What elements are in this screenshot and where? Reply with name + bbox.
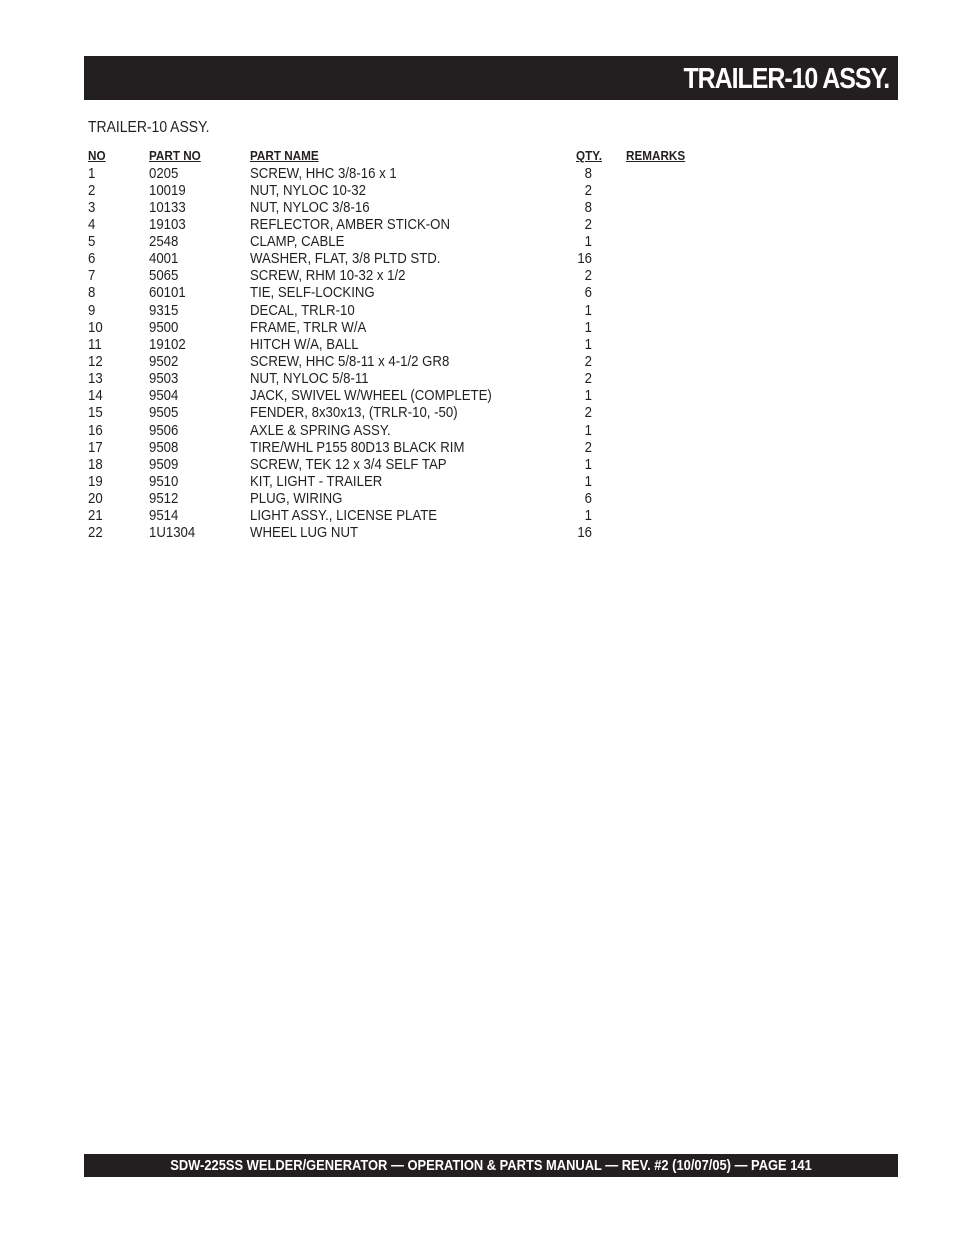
cell-qty: 2	[584, 370, 592, 388]
cell-no: 4	[88, 215, 96, 233]
cell-part-name: CLAMP, CABLE	[250, 233, 345, 251]
cell-part-no: 9315	[149, 301, 179, 319]
cell-qty: 2	[584, 215, 592, 233]
table-row	[88, 490, 728, 507]
cell-part-name: DECAL, TRLR-10	[250, 301, 355, 319]
cell-no: 19	[88, 473, 103, 491]
cell-part-no: 19102	[149, 335, 186, 353]
cell-part-name: FENDER, 8x30x13, (TRLR-10, -50)	[250, 404, 458, 422]
cell-part-no: 4001	[149, 250, 179, 268]
cell-qty: 1	[584, 387, 592, 405]
cell-part-name: TIE, SELF-LOCKING	[250, 284, 375, 302]
cell-part-no: 60101	[149, 284, 186, 302]
cell-part-name: SCREW, TEK 12 x 3/4 SELF TAP	[250, 455, 447, 473]
cell-qty: 6	[584, 284, 592, 302]
table-row	[88, 216, 728, 233]
cell-part-name: LIGHT ASSY., LICENSE PLATE	[250, 507, 438, 525]
cell-part-no: 0205	[149, 164, 179, 182]
cell-qty: 2	[584, 438, 592, 456]
table-row	[88, 319, 728, 336]
cell-part-name: JACK, SWIVEL W/WHEEL (COMPLETE)	[250, 387, 492, 405]
cell-part-name: NUT, NYLOC 3/8-16	[250, 198, 370, 216]
column-header-part-name: PART NAME	[250, 148, 319, 163]
table-row	[88, 404, 728, 421]
cell-part-no: 9508	[149, 438, 179, 456]
table-row	[88, 284, 728, 301]
parts-table	[88, 147, 728, 542]
cell-part-no: 1U1304	[149, 524, 196, 542]
table-row	[88, 353, 728, 370]
table-row	[88, 439, 728, 456]
page-title: TRAILER-10 ASSY.	[683, 63, 889, 95]
cell-part-name: SCREW, HHC 5/8-11 x 4-1/2 GR8	[250, 353, 450, 371]
cell-part-no: 5065	[149, 267, 179, 285]
footer-text: SDW-225SS WELDER/GENERATOR — OPERATION & PARTS MANUAL — REV. #2 (10/07/05) — PAGE 141	[170, 1157, 812, 1174]
table-row	[88, 267, 728, 284]
table-row	[88, 302, 728, 319]
cell-part-name: FRAME, TRLR W/A	[250, 318, 367, 336]
cell-part-no: 19103	[149, 215, 186, 233]
cell-part-no: 2548	[149, 233, 179, 251]
table-row	[88, 182, 728, 199]
cell-qty: 1	[584, 301, 592, 319]
cell-part-name: WASHER, FLAT, 3/8 PLTD STD.	[250, 250, 441, 268]
cell-qty: 2	[584, 353, 592, 371]
page-header-bar	[84, 56, 898, 100]
cell-no: 5	[88, 233, 96, 251]
cell-part-name: AXLE & SPRING ASSY.	[250, 421, 391, 439]
cell-part-no: 10019	[149, 181, 186, 199]
cell-no: 8	[88, 284, 96, 302]
cell-part-no: 9505	[149, 404, 179, 422]
cell-no: 21	[88, 507, 103, 525]
table-row	[88, 422, 728, 439]
cell-no: 14	[88, 387, 103, 405]
table-row	[88, 336, 728, 353]
cell-qty: 1	[584, 335, 592, 353]
cell-qty: 2	[584, 404, 592, 422]
cell-no: 12	[88, 353, 103, 371]
cell-no: 15	[88, 404, 103, 422]
cell-part-name: PLUG, WIRING	[250, 490, 343, 508]
cell-no: 9	[88, 301, 96, 319]
cell-no: 16	[88, 421, 103, 439]
cell-no: 18	[88, 455, 103, 473]
cell-qty: 16	[577, 250, 592, 268]
cell-no: 17	[88, 438, 103, 456]
cell-part-no: 9506	[149, 421, 179, 439]
cell-part-name: HITCH W/A, BALL	[250, 335, 359, 353]
table-row	[88, 250, 728, 267]
table-header-row	[88, 147, 728, 165]
cell-part-name: NUT, NYLOC 5/8-11	[250, 370, 369, 388]
cell-qty: 8	[584, 164, 592, 182]
cell-qty: 1	[584, 473, 592, 491]
cell-no: 3	[88, 198, 96, 216]
cell-part-name: NUT, NYLOC 10-32	[250, 181, 366, 199]
column-header-no: NO	[88, 148, 106, 163]
table-row	[88, 456, 728, 473]
column-header-qty: QTY.	[576, 148, 603, 163]
cell-no: 1	[88, 164, 96, 182]
table-body	[88, 165, 728, 542]
cell-part-no: 9514	[149, 507, 179, 525]
cell-qty: 1	[584, 233, 592, 251]
column-header-remarks: REMARKS	[626, 148, 686, 163]
cell-part-no: 10133	[149, 198, 186, 216]
table-row	[88, 370, 728, 387]
column-header-part-no: PART NO	[149, 148, 201, 163]
table-row	[88, 473, 728, 490]
cell-no: 7	[88, 267, 96, 285]
cell-no: 13	[88, 370, 103, 388]
table-row	[88, 199, 728, 216]
cell-part-no: 9500	[149, 318, 179, 336]
table-row	[88, 524, 728, 541]
cell-part-name: SCREW, RHM 10-32 x 1/2	[250, 267, 406, 285]
page-footer-bar	[84, 1154, 898, 1177]
cell-qty: 1	[584, 455, 592, 473]
cell-no: 20	[88, 490, 103, 508]
table-row	[88, 507, 728, 524]
cell-no: 11	[88, 335, 102, 353]
cell-qty: 8	[584, 198, 592, 216]
cell-qty: 1	[584, 421, 592, 439]
cell-part-name: WHEEL LUG NUT	[250, 524, 359, 542]
cell-qty: 1	[584, 318, 592, 336]
cell-qty: 16	[577, 524, 592, 542]
cell-part-name: SCREW, HHC 3/8-16 x 1	[250, 164, 397, 182]
table-row	[88, 387, 728, 404]
table-row	[88, 165, 728, 182]
cell-qty: 1	[584, 507, 592, 525]
cell-part-name: KIT, LIGHT - TRAILER	[250, 473, 383, 491]
cell-no: 2	[88, 181, 96, 199]
cell-no: 22	[88, 524, 103, 542]
cell-part-name: REFLECTOR, AMBER STICK-ON	[250, 215, 450, 233]
cell-no: 10	[88, 318, 103, 336]
cell-qty: 2	[584, 267, 592, 285]
cell-part-no: 9502	[149, 353, 179, 371]
cell-part-no: 9512	[149, 490, 179, 508]
cell-part-no: 9504	[149, 387, 179, 405]
cell-part-no: 9510	[149, 473, 179, 491]
cell-part-no: 9503	[149, 370, 179, 388]
cell-qty: 2	[584, 181, 592, 199]
cell-part-no: 9509	[149, 455, 179, 473]
cell-part-name: TIRE/WHL P155 80D13 BLACK RIM	[250, 438, 465, 456]
cell-no: 6	[88, 250, 96, 268]
table-row	[88, 233, 728, 250]
section-title: TRAILER-10 ASSY.	[88, 119, 210, 136]
cell-qty: 6	[584, 490, 592, 508]
